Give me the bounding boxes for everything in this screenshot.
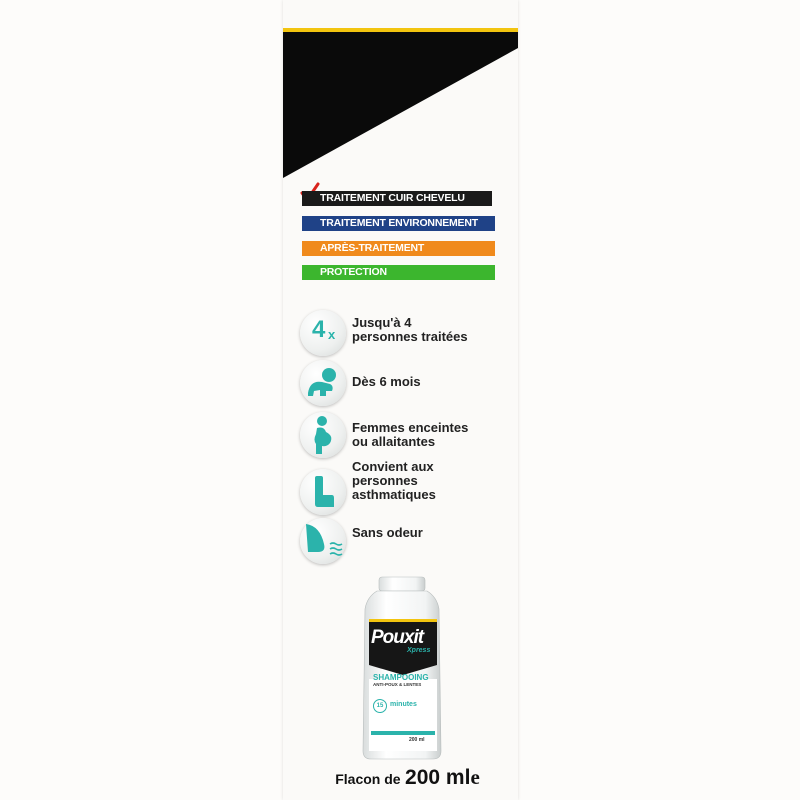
bottle-volume: 200 ml bbox=[409, 737, 425, 743]
feature-text: Jusqu'à 4 personnes traitées bbox=[352, 315, 468, 344]
capacity-value: 200 ml bbox=[405, 766, 471, 789]
minutes-value: 15 bbox=[376, 703, 384, 709]
bottle-line: Xpress bbox=[407, 647, 431, 654]
bottle-product-name: SHAMPOOING bbox=[373, 673, 429, 682]
product-bottle bbox=[357, 575, 447, 763]
estimated-sign-icon: e bbox=[470, 765, 480, 789]
category-label: TRAITEMENT CUIR CHEVELU bbox=[320, 192, 465, 204]
category-label: APRÈS-TRAITEMENT bbox=[320, 242, 425, 254]
inhaler-icon bbox=[300, 469, 346, 515]
capacity-prefix: Flacon de bbox=[335, 771, 401, 787]
category-scalp-treatment bbox=[302, 191, 492, 206]
header-band bbox=[283, 0, 518, 178]
category-environment-treatment bbox=[302, 216, 495, 231]
bottle-subtitle: ANTI-POUX & LENTES bbox=[373, 682, 422, 687]
category-after-treatment bbox=[302, 241, 495, 256]
feature-text: Sans odeur bbox=[352, 525, 423, 540]
category-label: PROTECTION bbox=[320, 266, 387, 278]
icon-number: 4 bbox=[312, 316, 326, 343]
icon-multiplier: x bbox=[328, 327, 336, 342]
capacity-line bbox=[300, 765, 515, 790]
feature-odorless bbox=[300, 518, 515, 566]
baby-icon bbox=[300, 360, 346, 406]
feature-asthma bbox=[300, 459, 515, 517]
feature-text: Femmes enceintes ou allaitantes bbox=[352, 420, 469, 449]
feature-pregnant bbox=[300, 412, 515, 462]
feature-text: Dès 6 mois bbox=[352, 374, 421, 389]
four-times-icon bbox=[300, 310, 346, 356]
nose-icon bbox=[300, 518, 346, 564]
minutes-label: minutes bbox=[390, 701, 417, 708]
feature-persons bbox=[300, 310, 515, 358]
category-protection bbox=[302, 265, 495, 280]
bottle-bands bbox=[371, 731, 435, 735]
category-label: TRAITEMENT ENVIRONNEMENT bbox=[320, 217, 478, 229]
feature-age bbox=[300, 360, 515, 408]
pregnant-woman-icon bbox=[300, 412, 346, 458]
bottle-brand: Pouxit bbox=[371, 627, 424, 648]
feature-text: Convient aux personnes asthmatiques bbox=[352, 459, 436, 502]
minutes-badge bbox=[373, 699, 387, 713]
